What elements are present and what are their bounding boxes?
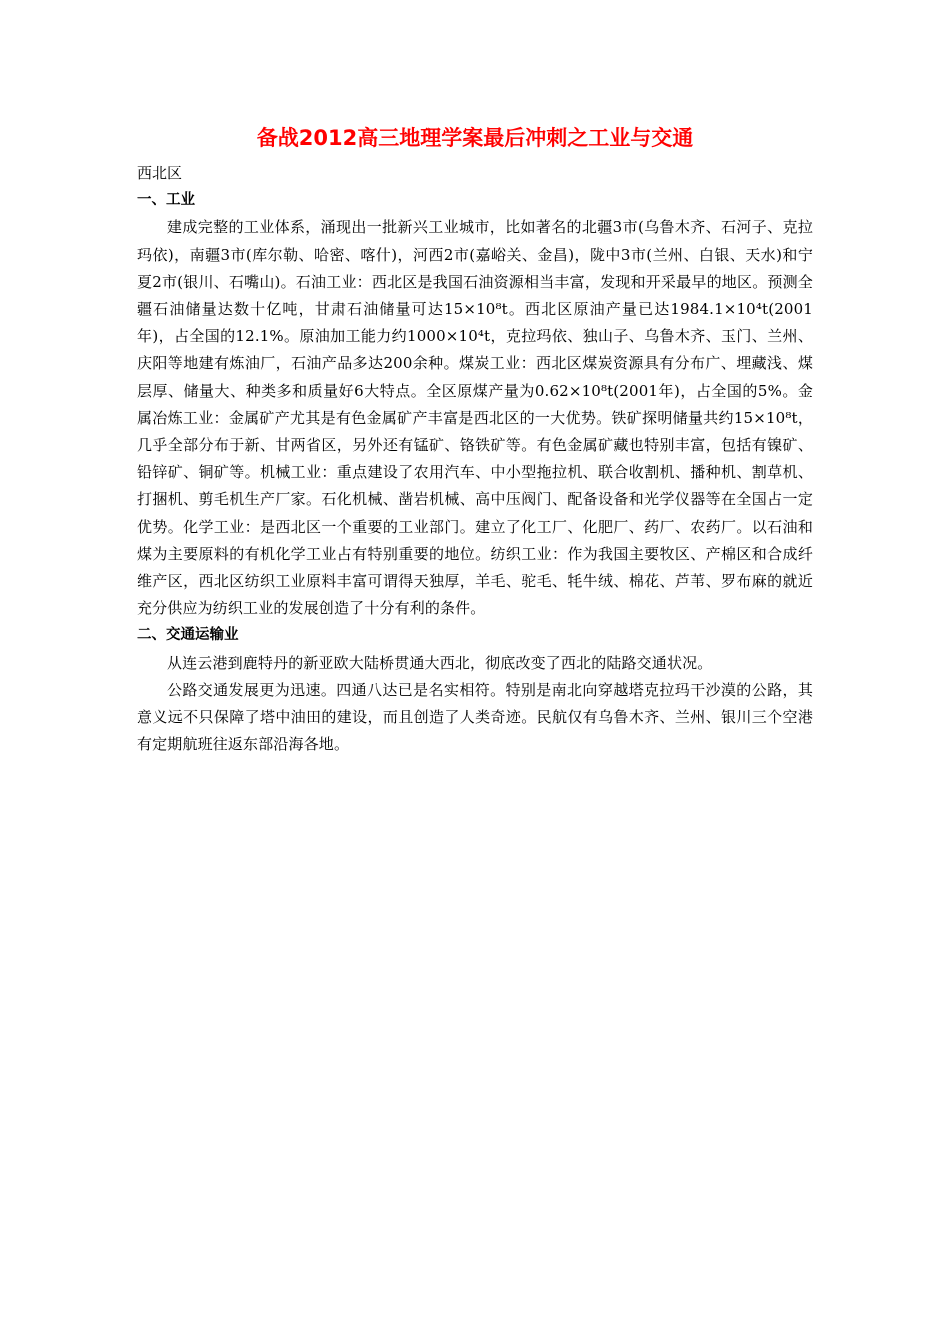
section-heading-transport: 二、交通运输业 (137, 627, 239, 644)
region-label: 西北区 (137, 164, 183, 182)
transport-paragraph-railway: 从连云港到鹿特丹的新亚欧大陆桥贯通大西北，彻底改变了西北的陆路交通状况。 (167, 653, 713, 672)
industry-paragraph: 建成完整的工业体系，涌现出一批新兴工业城市，比如著名的北疆3市(乌鲁木齐、石河子、克拉玛依)，南疆3市(库尔勒、哈密、喀什)，河西2市(嘉峪关、金昌)，陇中3市(兰州、白银、天水)和宁夏2市(银川、石嘴山)。石油工业：西北区是我国石油资源相当丰富，发现和开采最早的地区。预测全疆石油储量达数十亿吨，甘肃石油储量可达15×10⁸t。西北区原油产量已达1984.1×10⁴t(2001年)，占全国的12.1%。原油加工能力约1000×10⁴t，克拉玛依、独山子、乌鲁木齐、玉门、兰州、庆阳等地建有炼油厂，石油产品多达200余种。煤炭工业：西北区煤炭资源具有分布广、埋藏浅、煤层厚、储量大、种类多和质量好6大特点。全区原煤产量为0.62×10⁸t(2001年)，占全国的5%。金属冶炼工业：金属矿产尤其是有色金属矿产丰富是西北区的一大优势。铁矿探明储量共约15×10⁸t，几乎全部分布于新、甘两省区，另外还有锰矿、铬铁矿等。有色金属矿藏也特别丰富，包括有镍矿、铅锌矿、铜矿等。机械工业：重点建设了农用汽车、中小型拖拉机、联合收割机、播种机、割草机、打捆机、剪毛机生产厂家。石化机械、凿岩机械、高中压阀门、配备设备和光学仪器等在全国占一定优势。化学工业：是西北区一个重要的工业部门。建立了化工厂、化肥厂、药厂、农药厂。以石油和煤为主要原料的有机化学工业占有特别重要的地位。纺织工业：作为我国主要牧区、产棉区和合成纤维产区，西北区纺织工业原料丰富可谓得天独厚，羊毛、驼毛、牦牛绒、棉花、芦苇、罗布麻的就近充分供应为纺织工业的发展创造了十分有利的条件。 (137, 218, 813, 618)
transport-paragraph-road-air: 公路交通发展更为迅速。四通八达已是名实相符。特别是南北向穿越塔克拉玛干沙漠的公路，其意义远不只保障了塔中油田的建设，而且创造了人类奇迹。民航仅有乌鲁木齐、兰州、银川三个空港有定期航班往返东部沿海各地。 (137, 680, 813, 754)
section-heading-industry: 一、工业 (137, 192, 195, 209)
document-title: 备战2012高三地理学案最后冲刺之工业与交通 (256, 126, 694, 150)
document-body (137, 160, 813, 758)
